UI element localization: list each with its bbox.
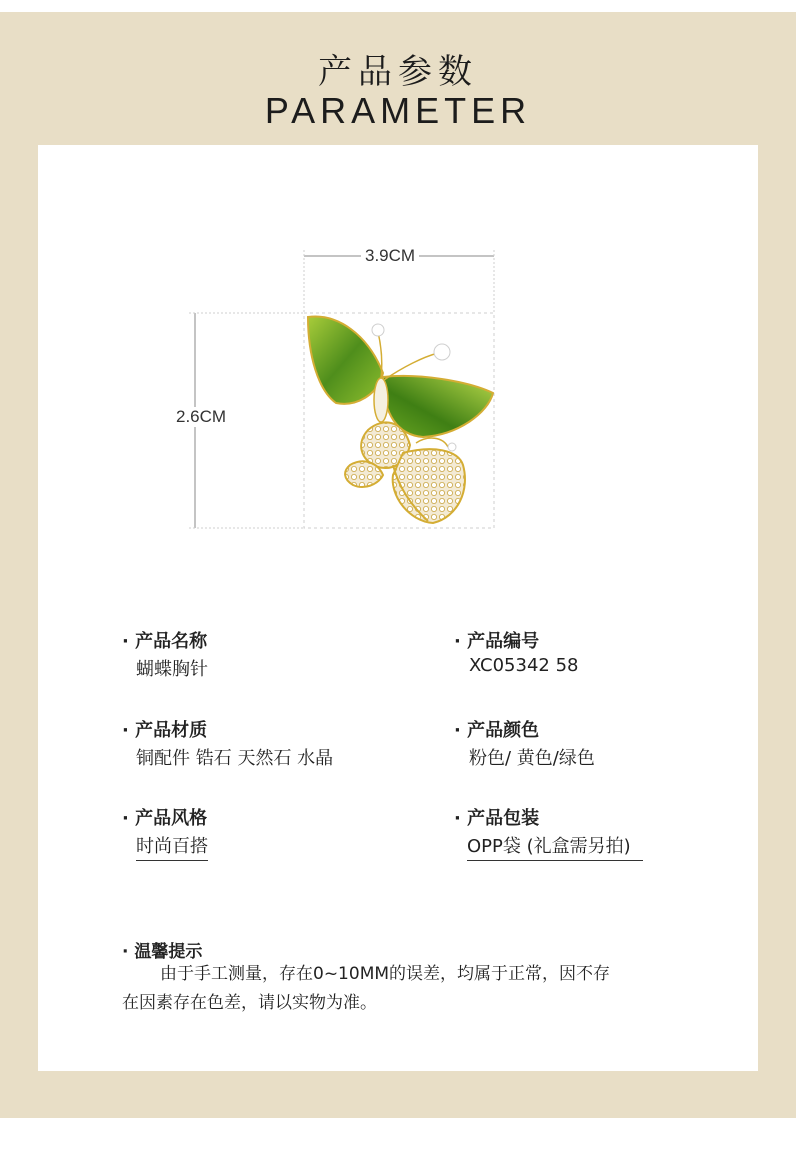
param-color-value: 粉色/ 黄色/绿色: [469, 748, 595, 769]
param-material-label: · 产品材质: [122, 720, 208, 741]
content-card: [38, 145, 758, 1071]
width-dimension-label: 3.9CM: [361, 246, 419, 266]
param-color-label: · 产品颜色: [454, 720, 540, 741]
page-title-cn: 产品参数: [318, 52, 478, 92]
tips-label: · 温馨提示: [122, 942, 203, 962]
tips-line-1: 由于手工测量，存在0~10MM的误差，均属于正常，因不存: [160, 964, 611, 984]
page-title-en: PARAMETER: [264, 90, 532, 131]
height-dimension-label: 2.6CM: [172, 407, 230, 427]
param-package-value: OPP袋 (礼盒需另拍): [467, 832, 643, 861]
product-illustration: [38, 145, 758, 1071]
param-code-value: XC05342 58: [469, 655, 579, 676]
param-style-label: · 产品风格: [122, 808, 208, 829]
butterfly-brooch-icon: [308, 317, 493, 523]
param-package-label: · 产品包装: [454, 808, 540, 829]
param-material-value: 铜配件 锆石 天然石 水晶: [136, 748, 334, 769]
param-name-value: 蝴蝶胸针: [136, 659, 208, 680]
tips-line-2: 在因素存在色差，请以实物为准。: [122, 993, 377, 1013]
param-code-label: · 产品编号: [454, 631, 540, 652]
param-name-label: · 产品名称: [122, 631, 208, 652]
param-style-value: 时尚百搭: [136, 832, 208, 861]
